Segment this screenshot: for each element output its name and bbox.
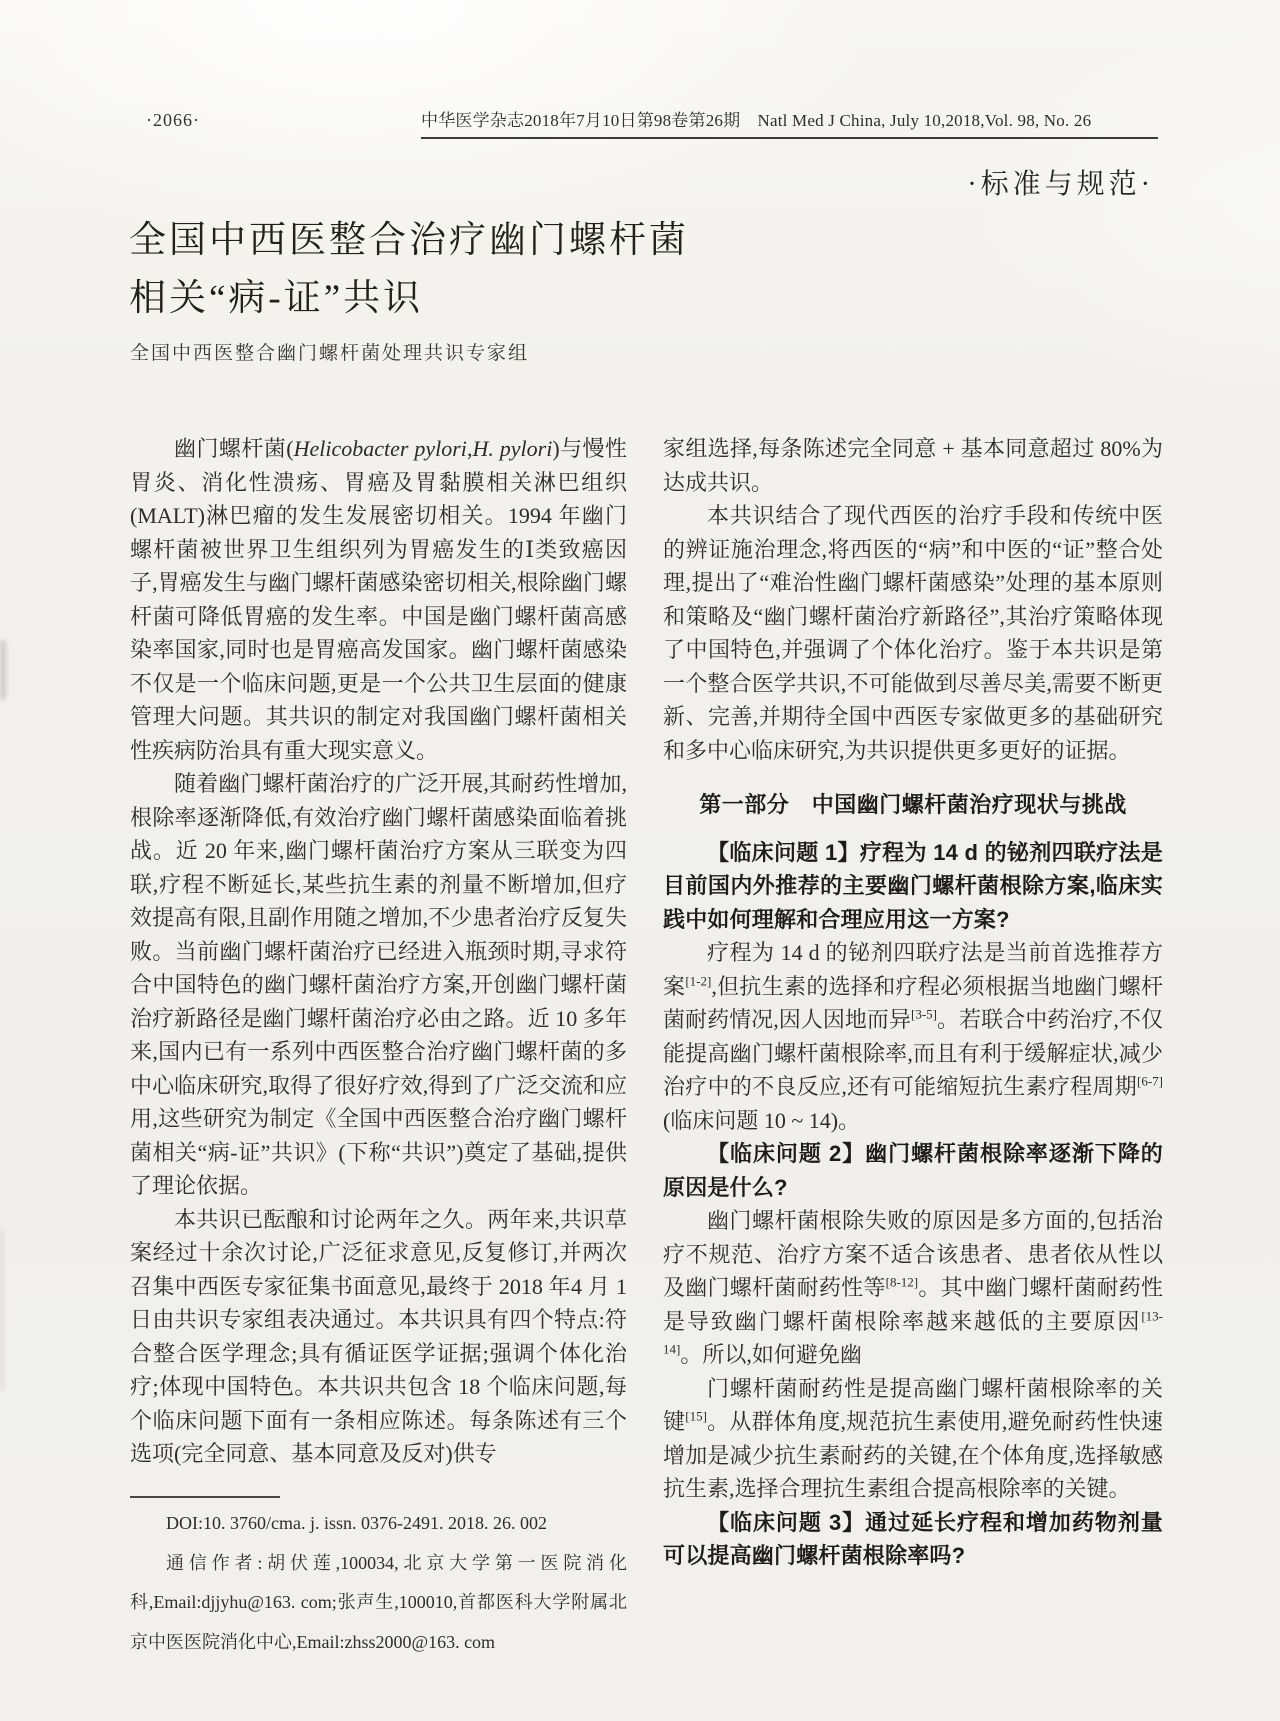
paragraph: 幽门螺杆菌(Helicobacter pylori,H. pylori)与慢性胃炎、消化性溃疡、胃癌及胃黏膜相关淋巴组织(MALT)淋巴瘤的发生发展密切相关。1994 年幽门螺杆菌被世界卫生组织列为胃癌发生的Ⅰ类致癌因子,胃癌发生与幽门螺杆菌感染密切相关,根除幽门螺杆菌可降低胃癌的发生率。中国是幽门螺杆菌高感染率国家,同时也是胃癌高发国家。幽门螺杆菌感染不仅是一个临床问题,更是一个公共卫生层面的健康管理大问题。其共识的制定对我国幽门螺杆菌相关性疾病防治具有重大现实意义。: [130, 436, 627, 763]
footnote-divider: [130, 1496, 280, 1498]
reference-superscript: [13-14]: [663, 1308, 1163, 1357]
reference-superscript: [1-2]: [685, 973, 712, 989]
right-column: [663, 432, 1163, 1573]
paragraph: 门螺杆菌耐药性是提高幽门螺杆菌根除率的关键[15]。从群体角度,规范抗生素使用,避免耐药性快速增加是减少抗生素耐药的关键,在个体角度,选择敏感抗生素,选择合理抗生素组合提高根除率的关键。: [663, 1375, 1163, 1501]
left-column: [130, 432, 627, 1471]
page-number: ·2066·: [146, 110, 200, 130]
author-group: 全国中西医整合幽门螺杆菌处理共识专家组: [130, 343, 530, 364]
paragraph: 本共识已酝酿和讨论两年之久。两年来,共识草案经过十余次讨论,广泛征求意见,反复修订,并两次召集中西医专家征集书面意见,最终于 2018 年4 月 1 日由共识专家组表决通过。本共识具有四个特点:符合整合医学理念;具有循证医学证据;强调个体化治疗;体现中国特色。本共识共包含 18 个临床问题,每个临床问题下面有一条相应陈述。每条陈述有三个选项(完全同意、基本同意及反对)供专: [130, 1206, 627, 1466]
paragraph: 随着幽门螺杆菌治疗的广泛开展,其耐药性增加,根除率逐渐降低,有效治疗幽门螺杆菌感染面临着挑战。近 20 年来,幽门螺杆菌治疗方案从三联变为四联,疗程不断延长,某些抗生素的剂量不断增加,但疗效提高有限,且副作用随之增加,不少患者治疗反复失败。当前幽门螺杆菌治疗已经进入瓶颈时期,寻求符合中国特色的幽门螺杆菌治疗方案,开创幽门螺杆菌治疗新路径是幽门螺杆菌治疗必由之路。近 10 多年来,国内已有一系列中西医整合治疗幽门螺杆菌的多中心临床研究,取得了很好疗效,得到了广泛交流和应用,这些研究为制定《全国中西医整合治疗幽门螺杆菌相关“病-证”共识》(下称“共识”)奠定了基础,提供了理论依据。: [130, 771, 627, 1198]
reference-superscript: [6-7]: [1137, 1073, 1163, 1089]
paragraph: 幽门螺杆菌根除失败的原因是多方面的,包括治疗不规范、治疗方案不适合该患者、患者依从性以及幽门螺杆菌耐药性等[8-12]。其中幽门螺杆菌耐药性是导致幽门螺杆菌根除率越来越低的主要原因[13-14]。所以,如何避免幽: [663, 1208, 1163, 1367]
journal-header: 中华医学杂志2018年7月10日第98卷第26期 Natl Med J China, July 10,2018,Vol. 98, No. 26: [421, 106, 1158, 139]
section-heading: 第一部分 中国幽门螺杆菌治疗现状与挑战: [699, 792, 1127, 817]
reference-superscript: [3-5]: [911, 1006, 938, 1022]
section-label: ·标准与规范·: [967, 169, 1154, 200]
article-title: [129, 212, 689, 328]
article-title-line2: 相关“病-证”共识: [129, 278, 424, 319]
paragraph: 疗程为 14 d 的铋剂四联疗法是当前首选推荐方案[1-2],但抗生素的选择和疗程必须根据当地幽门螺杆菌耐药情况,因人因地而异[3-5]。若联合中药治疗,不仅能提高幽门螺杆菌根除率,而且有利于缓解症状,减少治疗中的不良反应,还有可能缩短抗生素疗程周期[6-7](临床问题 10 ~ 14)。: [663, 940, 1163, 1133]
clinical-question: 【临床问题 3】通过延长疗程和增加药物剂量可以提高幽门螺杆菌根除率吗?: [663, 1509, 1163, 1568]
reference-superscript: [15]: [685, 1408, 707, 1424]
paragraph: 本共识结合了现代西医的治疗手段和传统中医的辨证施治理念,将西医的“病”和中医的“证”整合处理,提出了“难治性幽门螺杆菌感染”处理的基本原则和策略及“幽门螺杆菌治疗新路径”,其治疗策略体现了中国特色,并强调了个体化治疗。鉴于本共识是第一个整合医学共识,不可能做到尽善尽美,需要不断更新、完善,并期待全国中西医专家做更多的基础研究和多中心临床研究,为共识提供更多更好的证据。: [663, 503, 1163, 763]
clinical-question: 【临床问题 2】幽门螺杆菌根除率逐渐下降的原因是什么?: [663, 1141, 1163, 1200]
reference-superscript: [8-12]: [885, 1274, 919, 1290]
scan-edge-artifact: [0, 640, 6, 700]
paragraph: 家组选择,每条陈述完全同意 + 基本同意超过 80%为达成共识。: [663, 436, 1163, 495]
doi-line: DOI:10. 3760/cma. j. issn. 0376-2491. 2018. 26. 002: [166, 1513, 547, 1533]
clinical-question: 【临床问题 1】疗程为 14 d 的铋剂四联疗法是目前国内外推荐的主要幽门螺杆菌根除方案,临床实践中如何理解和合理应用这一方案?: [663, 839, 1163, 932]
correspondence-line: 通信作者:胡伏莲,100034,北京大学第一医院消化科,Email:djjyhu@163. com;张声生,100010,首都医科大学附属北京中医医院消化中心,Email:zhss2000@163. com: [130, 1552, 627, 1652]
footnote-block: [130, 1496, 627, 1662]
article-title-line1: 全国中西医整合治疗幽门螺杆菌: [129, 220, 689, 261]
scan-edge-artifact: [0, 1230, 4, 1390]
